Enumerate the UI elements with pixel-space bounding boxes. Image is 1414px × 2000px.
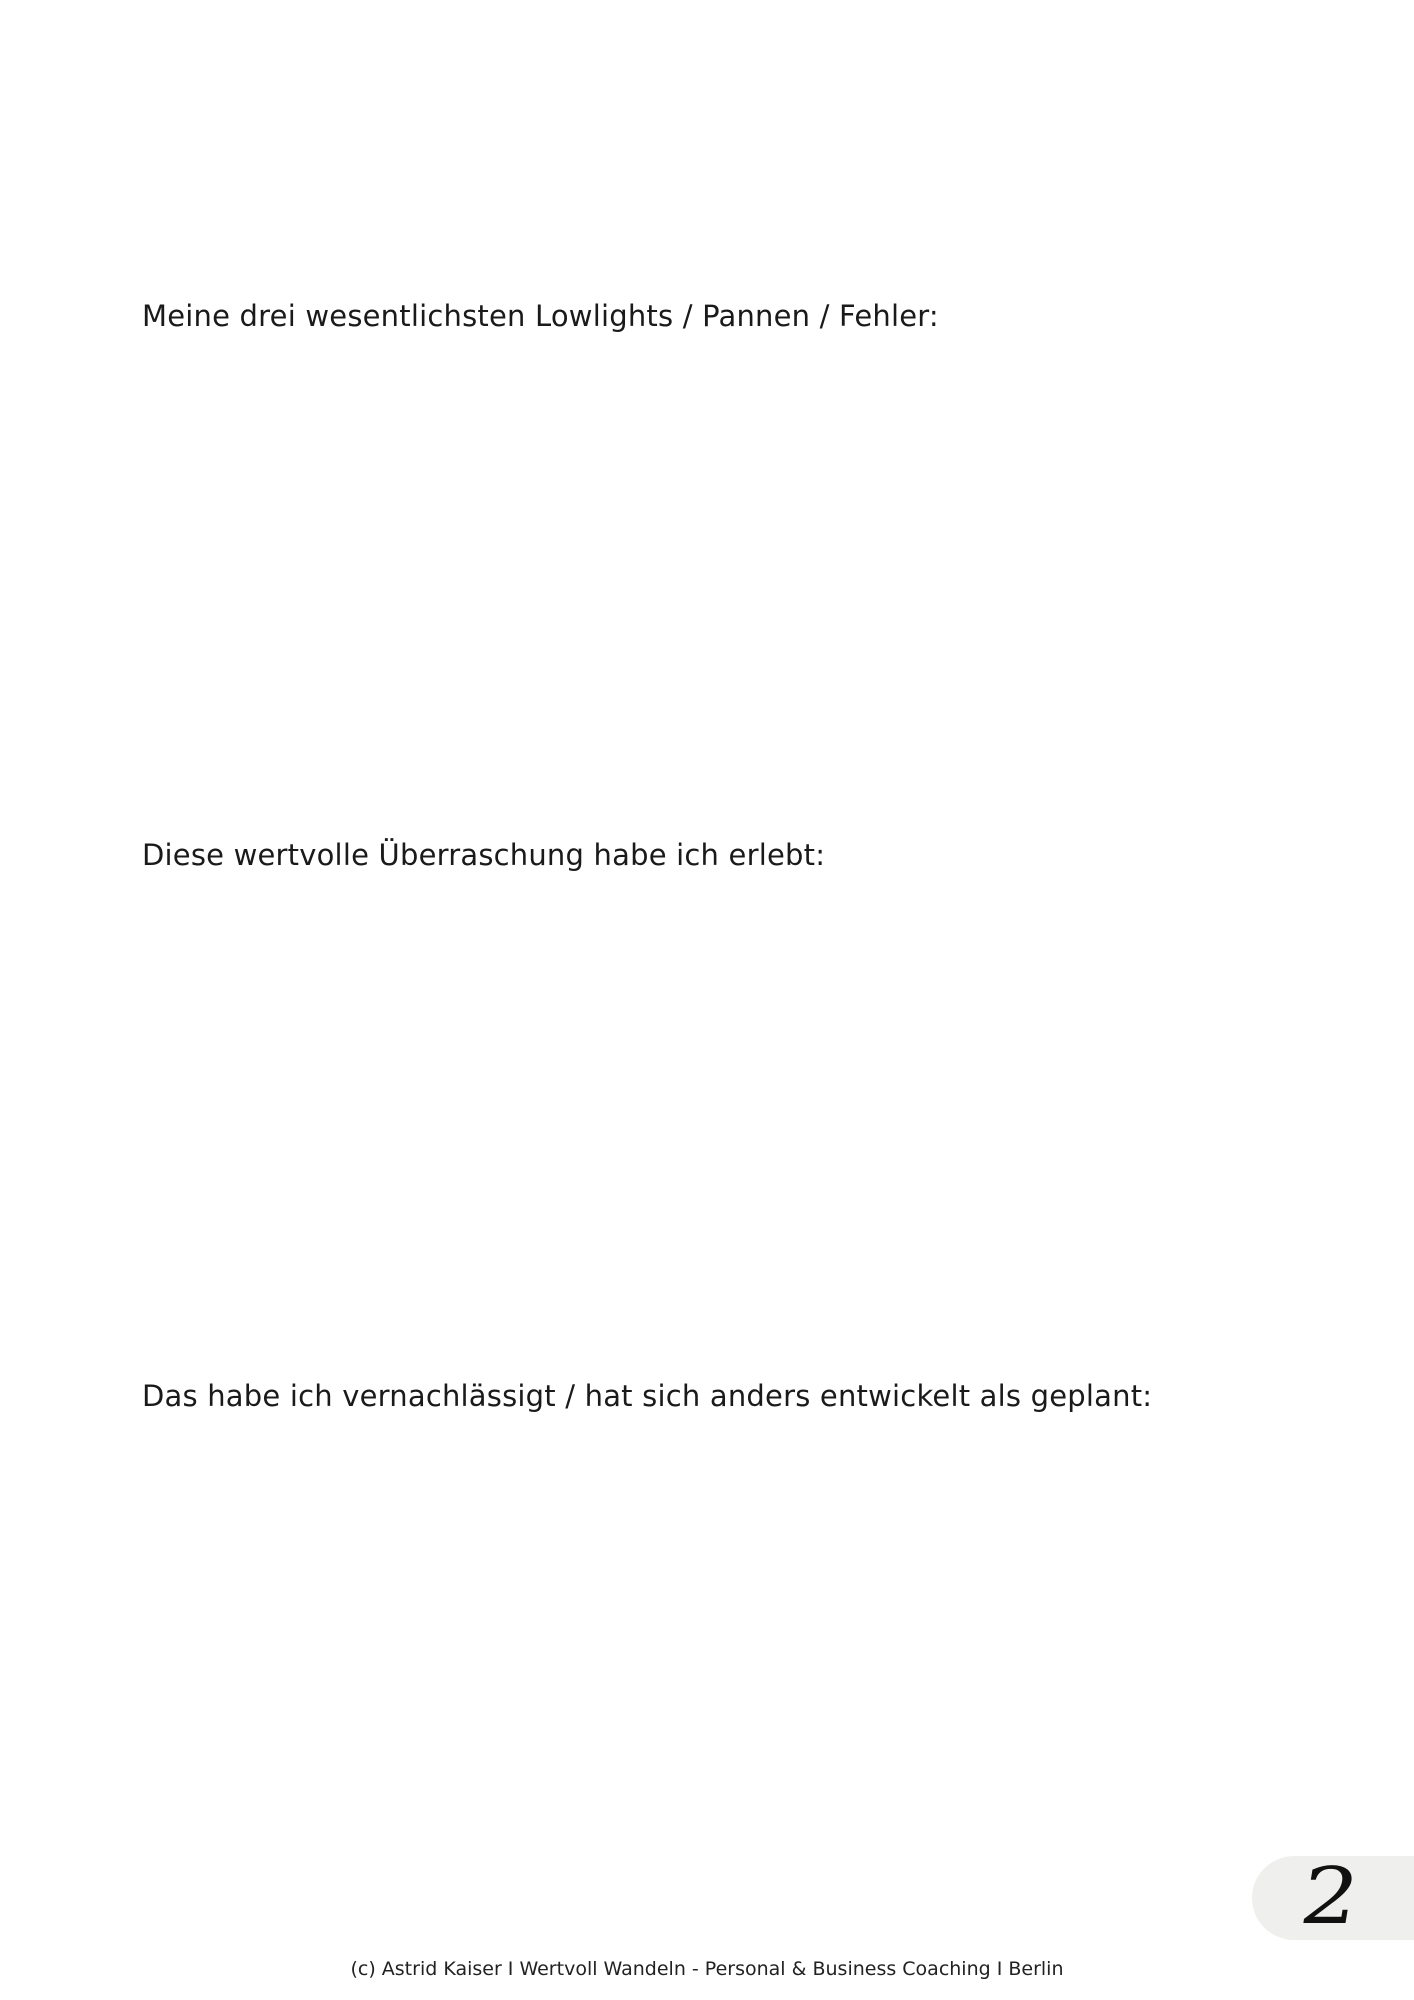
prompt-neglected: Das habe ich vernachlässigt / hat sich anders entwickelt als geplant: xyxy=(142,1379,1153,1413)
footer-copyright: (c) Astrid Kaiser I Wertvoll Wandeln - Personal & Business Coaching I Berlin xyxy=(350,1958,1064,1980)
prompt-surprise: Diese wertvolle Überraschung habe ich erlebt: xyxy=(142,838,826,872)
answer-area-lowlights[interactable] xyxy=(142,350,1272,790)
answer-area-neglected[interactable] xyxy=(142,1430,1272,1830)
answer-area-surprise[interactable] xyxy=(142,890,1272,1330)
page-number: 2 xyxy=(1294,1852,1366,1942)
prompt-lowlights: Meine drei wesentlichsten Lowlights / Pannen / Fehler: xyxy=(142,299,939,333)
